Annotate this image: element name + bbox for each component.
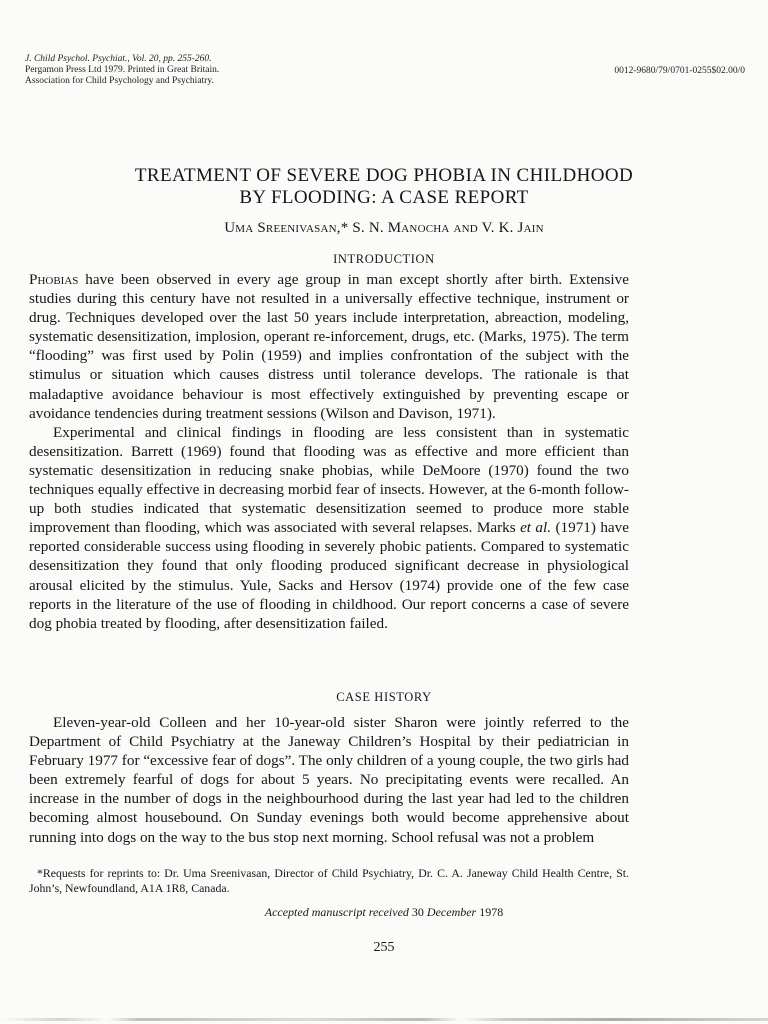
accepted-date-line: Accepted manuscript received 30 December 1978: [264, 905, 504, 919]
introduction-paragraph-1: Phobias have been observed in every age group in man except shortly after birth. Extensive studies during this century have not resulted in a universally effective technique, instrument or drug. Techniques developed over the last 50 years include interpretation, abreaction, modeling, systematic desensitization, implosion, operant re-inforcement, drugs, etc. (Marks, 1975). The term “flooding” was first used by Polin (1959) and implies confrontation of the subject with the stimulus or situation which causes distress until tolerance develops. The rationale is that maladaptive avoidance behaviour is most effectively extinguished by preventing escape or avoidance tendencies during treatment sessions (Wilson and Davison, 1971).: [29, 271, 629, 422]
article-code: 0012-9680/79/0701-0255$02.00/0: [614, 66, 745, 76]
drop-word: Phobias: [29, 271, 79, 288]
case-history-paragraph-1: Eleven-year-old Colleen and her 10-year-old sister Sharon were jointly referred to the Department of Child Psychiatry at the Janeway Children’s Hospital by their pediatrician in February 1977 for “excessive fear of dogs”. The only children of a young couple, the two girls had been extremely fearful of dogs for about 5 years. No precipitating events were recalled. An increase in the number of dogs in the neighbourhood during the last year had led to the children becoming almost housebound. On Sunday evenings both would become apprehensive about running into dogs on the way to the bus stop next morning. School refusal was not a problem: [29, 714, 629, 846]
association-line: Association for Child Psychology and Psychiatry.: [25, 76, 214, 86]
journal-header: [25, 54, 219, 87]
introduction-body: [29, 270, 629, 633]
introduction-heading: INTRODUCTION: [333, 252, 435, 266]
author-list: Uma Sreenivasan,* S. N. Manocha and V. K. Jain: [224, 220, 544, 236]
scan-edge-artifact: [0, 1018, 768, 1021]
reprint-footnote: *Requests for reprints to: Dr. Uma Sreenivasan, Director of Child Psychiatry, Dr. C. A. Janeway Child Health Centre, St. John’s, Newfoundland, A1A 1R8, Canada.: [29, 866, 629, 895]
journal-citation: J. Child Psychol. Psychiat., Vol. 20, pp. 255-260.: [25, 54, 212, 64]
case-history-body: [29, 713, 629, 847]
title-line-2: BY FLOODING: A CASE REPORT: [239, 187, 529, 208]
page-number: 255: [373, 940, 395, 955]
introduction-paragraph-2: Experimental and clinical findings in flooding are less consistent than in systematic desensitization. Barrett (1969) found that flooding was as effective and more efficient than systematic desensitization in reducing snake phobias, while DeMoore (1970) found the two techniques equally effective in decreasing morbid fear of insects. However, at the 6-month follow-up both studies indicated that systematic desensitization seemed to produce more stable improvement than flooding, which was associated with several relapses. Marks et al. (1971) have reported considerable success using flooding in severely phobic patients. Compared to systematic desensitization they found that only flooding produced significant decrease in physiological arousal elicited by the stimulus. Yule, Sacks and Hersov (1974) provide one of the few case reports in the literature of the use of flooding in childhood. Our report concerns a case of severe dog phobia treated by flooding, after desensitization failed.: [29, 423, 630, 632]
publisher-line: Pergamon Press Ltd 1979. Printed in Great Britain.: [25, 65, 220, 75]
case-history-heading: CASE HISTORY: [336, 690, 432, 704]
article-title: [0, 165, 768, 209]
title-line-1: TREATMENT OF SEVERE DOG PHOBIA IN CHILDHOOD: [134, 165, 634, 186]
